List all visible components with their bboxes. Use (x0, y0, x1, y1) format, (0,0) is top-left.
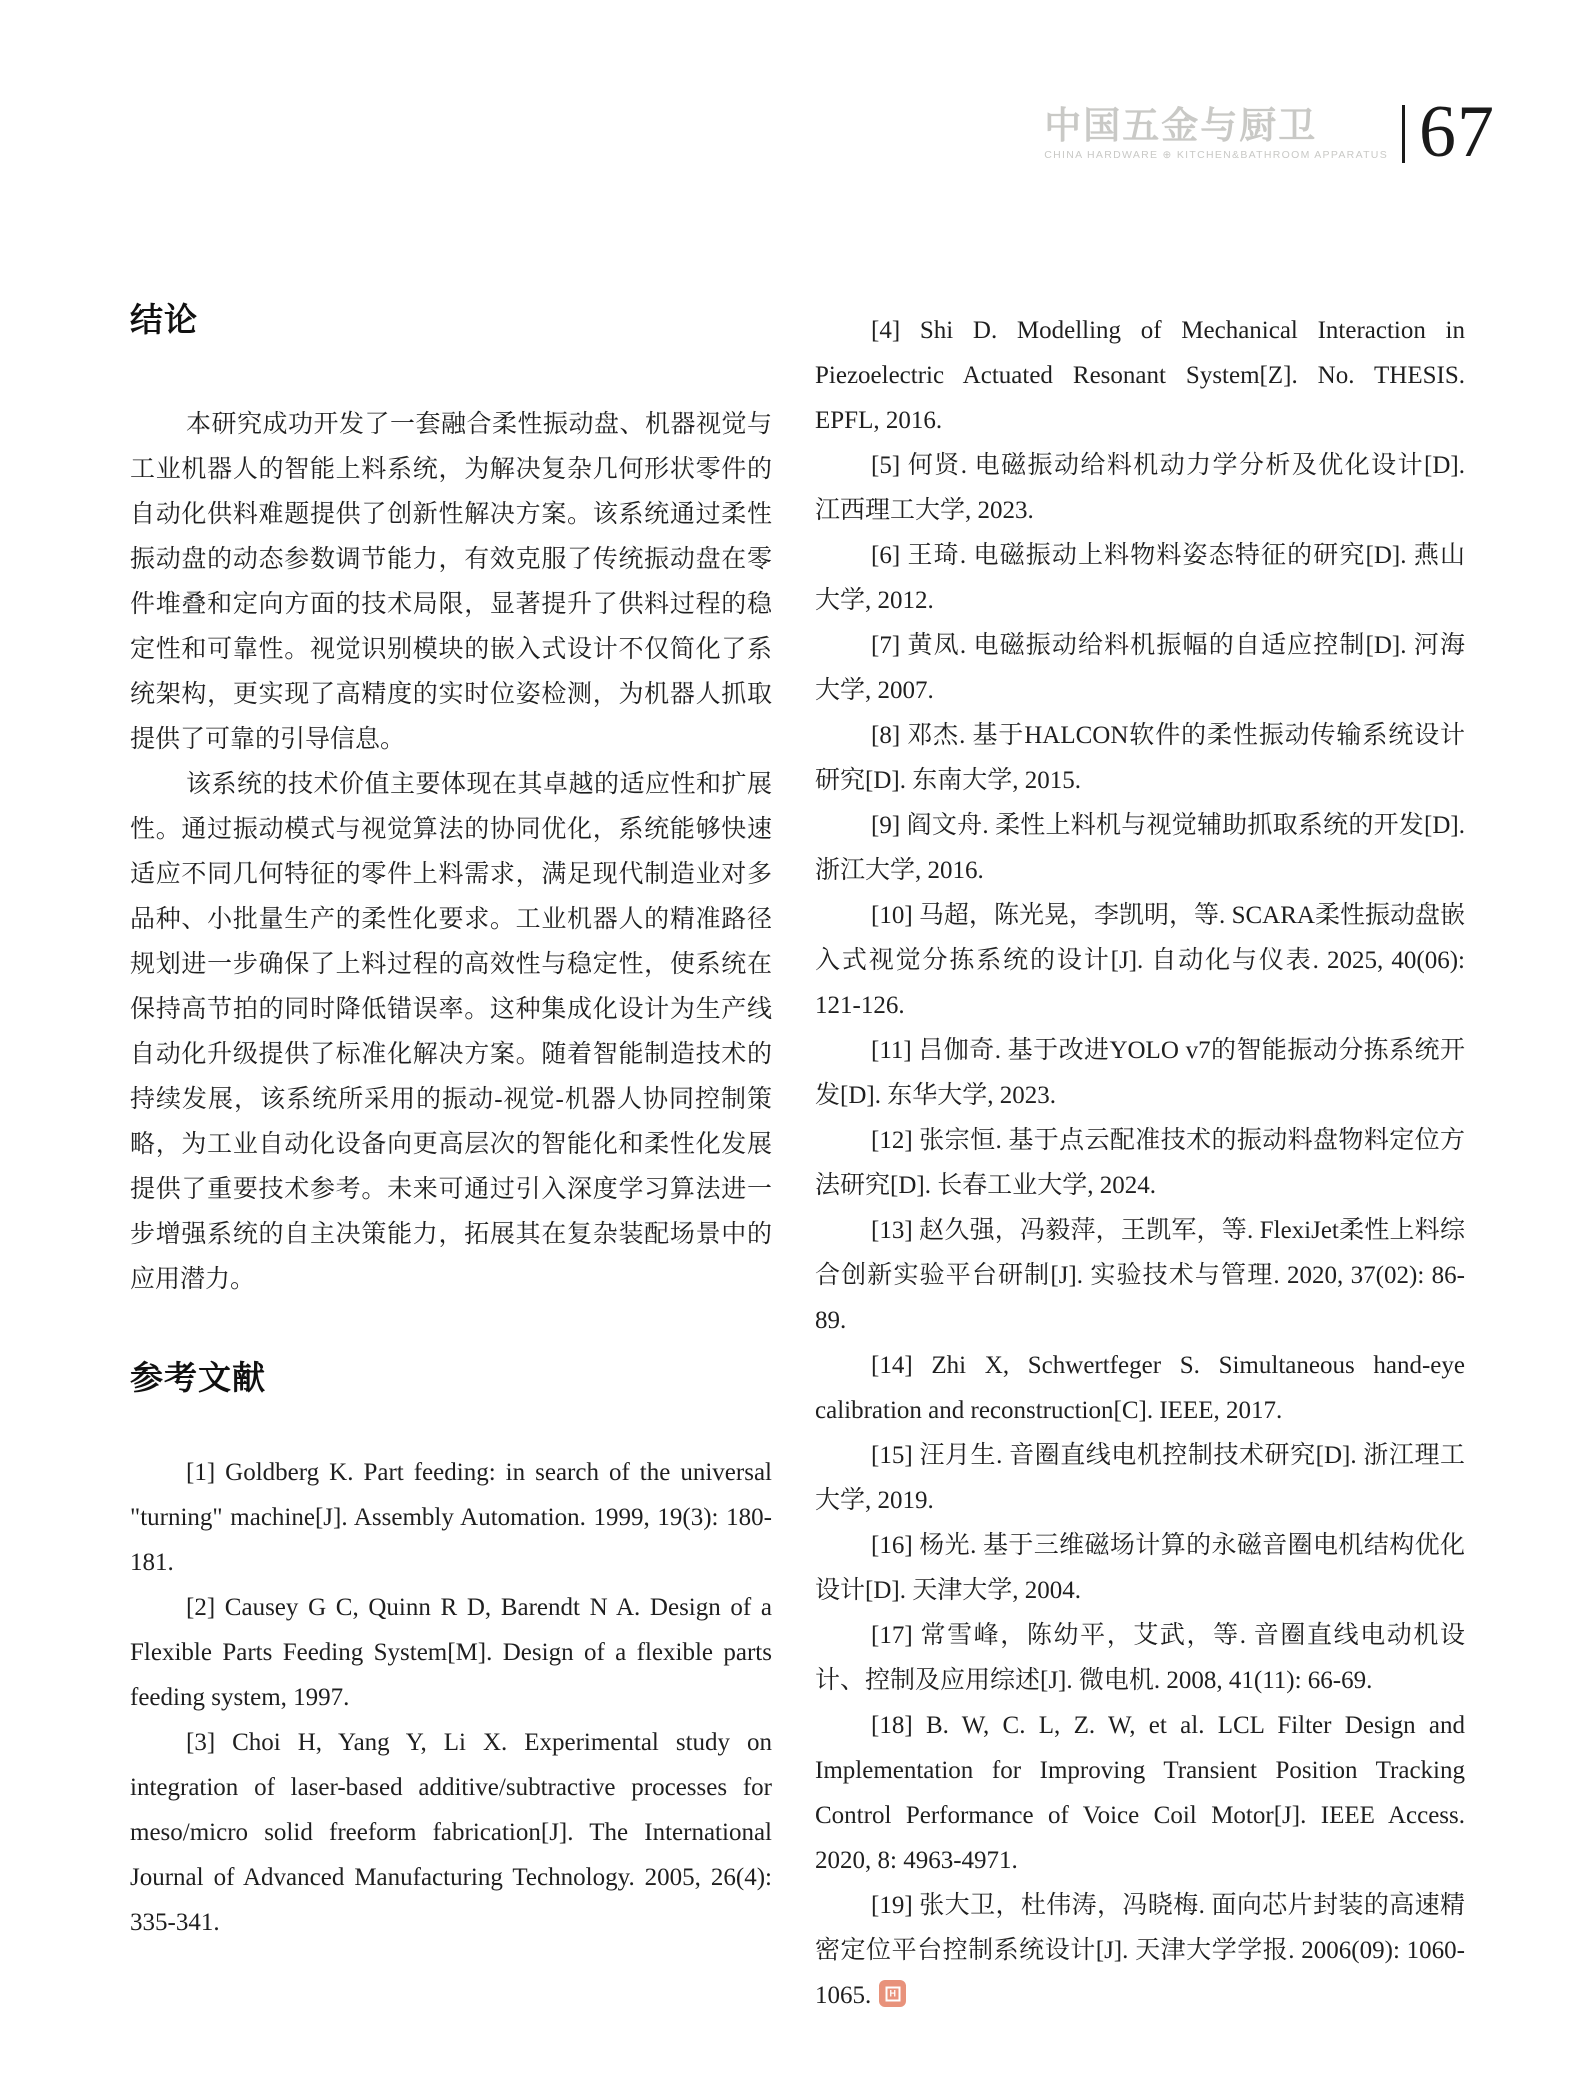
reference-item: [17] 常雪峰，陈幼平，艾武，等. 音圈直线电动机设计、控制及应用综述[J]. 微电机. 2008, 41(11): 66-69. (815, 1622, 1465, 1694)
reference-item: [16] 杨光. 基于三维磁场计算的永磁音圈电机结构优化设计[D]. 天津大学, 2004. (815, 1532, 1465, 1604)
reference-item: [3] Choi H, Yang Y, Li X. Experimental study on integration of laser-based additive/subtractive processes for meso/micro solid freeform fabrication[J]. The International Journal of Advanced Manufacturing Technology. 2005, 26(4): 335-341. (130, 1729, 772, 1936)
references-list-left (130, 1450, 772, 1945)
reference-item-last (815, 1883, 1465, 2018)
magazine-logo-cn: 中国五金与厨卫 (1044, 104, 1318, 146)
reference-item: [11] 吕伽奇. 基于改进YOLO v7的智能振动分拣系统开发[D]. 东华大学, 2023. (815, 1037, 1465, 1109)
reference-item: [5] 何贤. 电磁振动给料机动力学分析及优化设计[D]. 江西理工大学, 2023. (815, 452, 1465, 524)
references-heading: 参考文献 (130, 1359, 266, 1396)
reference-item: [6] 王琦. 电磁振动上料物料姿态特征的研究[D]. 燕山大学, 2012. (815, 542, 1465, 614)
reference-item: [9] 阎文舟. 柔性上料机与视觉辅助抓取系统的开发[D]. 浙江大学, 2016. (815, 812, 1465, 884)
page-header (1044, 91, 1495, 173)
reference-item: [7] 黄凤. 电磁振动给料机振幅的自适应控制[D]. 河海大学, 2007. (815, 632, 1465, 704)
end-of-article-icon (879, 1980, 906, 2007)
reference-item: [15] 汪月生. 音圈直线电机控制技术研究[D]. 浙江理工大学, 2019. (815, 1442, 1465, 1514)
reference-item: [2] Causey G C, Quinn R D, Barendt N A. Design of a Flexible Parts Feeding System[M]. Design of a flexible parts feeding system, 1997. (130, 1594, 772, 1711)
left-column (130, 296, 772, 1945)
reference-item: [14] Zhi X, Schwertfeger S. Simultaneous hand-eye calibration and reconstruction[C]. IEEE, 2017. (815, 1352, 1465, 1424)
end-of-article-icon-letter: H (885, 1986, 900, 2001)
reference-item: [12] 张宗恒. 基于点云配准技术的振动料盘物料定位方法研究[D]. 长春工业大学, 2024. (815, 1127, 1465, 1199)
reference-text: [19] 张大卫，杜伟涛，冯晓梅. 面向芯片封装的高速精密定位平台控制系统设计[J]. 天津大学学报. 2006(09): 1060-1065. (815, 1892, 1465, 2009)
reference-item: [4] Shi D. Modelling of Mechanical Interaction in Piezoelectric Actuated Resonant System[Z]. No. THESIS. EPFL, 2016. (815, 317, 1465, 434)
conclusion-heading: 结论 (130, 301, 198, 338)
magazine-logo (1044, 104, 1388, 163)
reference-item: [8] 邓杰. 基于HALCON软件的柔性振动传输系统设计研究[D]. 东南大学, 2015. (815, 722, 1465, 794)
right-column (815, 308, 1465, 2018)
reference-item: [10] 马超，陈光晃，李凯明，等. SCARA柔性振动盘嵌入式视觉分拣系统的设计[J]. 自动化与仪表. 2025, 40(06): 121-126. (815, 902, 1465, 1019)
magazine-logo-en: CHINA HARDWARE ⊕ KITCHEN&BATHROOM APPARATUS (1044, 148, 1388, 161)
reference-item: [18] B. W, C. L, Z. W, et al. LCL Filter Design and Implementation for Improving Transient Position Tracking Control Performance of Voice Coil Motor[J]. IEEE Access. 2020, 8: 4963-4971. (815, 1712, 1465, 1874)
header-divider (1402, 105, 1405, 163)
reference-item: [1] Goldberg K. Part feeding: in search of the universal "turning" machine[J]. Assembly Automation. 1999, 19(3): 180-181. (130, 1459, 772, 1576)
reference-item: [13] 赵久强，冯毅萍，王凯军，等. FlexiJet柔性上料综合创新实验平台研制[J]. 实验技术与管理. 2020, 37(02): 86-89. (815, 1217, 1465, 1334)
conclusion-paragraph: 该系统的技术价值主要体现在其卓越的适应性和扩展性。通过振动模式与视觉算法的协同优化，系统能够快速适应不同几何特征的零件上料需求，满足现代制造业对多品种、小批量生产的柔性化要求。工业机器人的精准路径规划进一步确保了上料过程的高效性与稳定性，使系统在保持高节拍的同时降低错误率。这种集成化设计为生产线自动化升级提供了标准化解决方案。随着智能制造技术的持续发展，该系统所采用的振动-视觉-机器人协同控制策略，为工业自动化设备向更高层次的智能化和柔性化发展提供了重要技术参考。未来可通过引入深度学习算法进一步增强系统的自主决策能力，拓展其在复杂装配场景中的应用潜力。 (130, 771, 772, 1293)
conclusion-paragraph: 本研究成功开发了一套融合柔性振动盘、机器视觉与工业机器人的智能上料系统，为解决复杂几何形状零件的自动化供料难题提供了创新性解决方案。该系统通过柔性振动盘的动态参数调节能力，有效克服了传统振动盘在零件堆叠和定向方面的技术局限，显著提升了供料过程的稳定性和可靠性。视觉识别模块的嵌入式设计不仅简化了系统架构，更实现了高精度的实时位姿检测，为机器人抓取提供了可靠的引导信息。 (130, 411, 772, 753)
page-number: 67 (1419, 91, 1495, 173)
